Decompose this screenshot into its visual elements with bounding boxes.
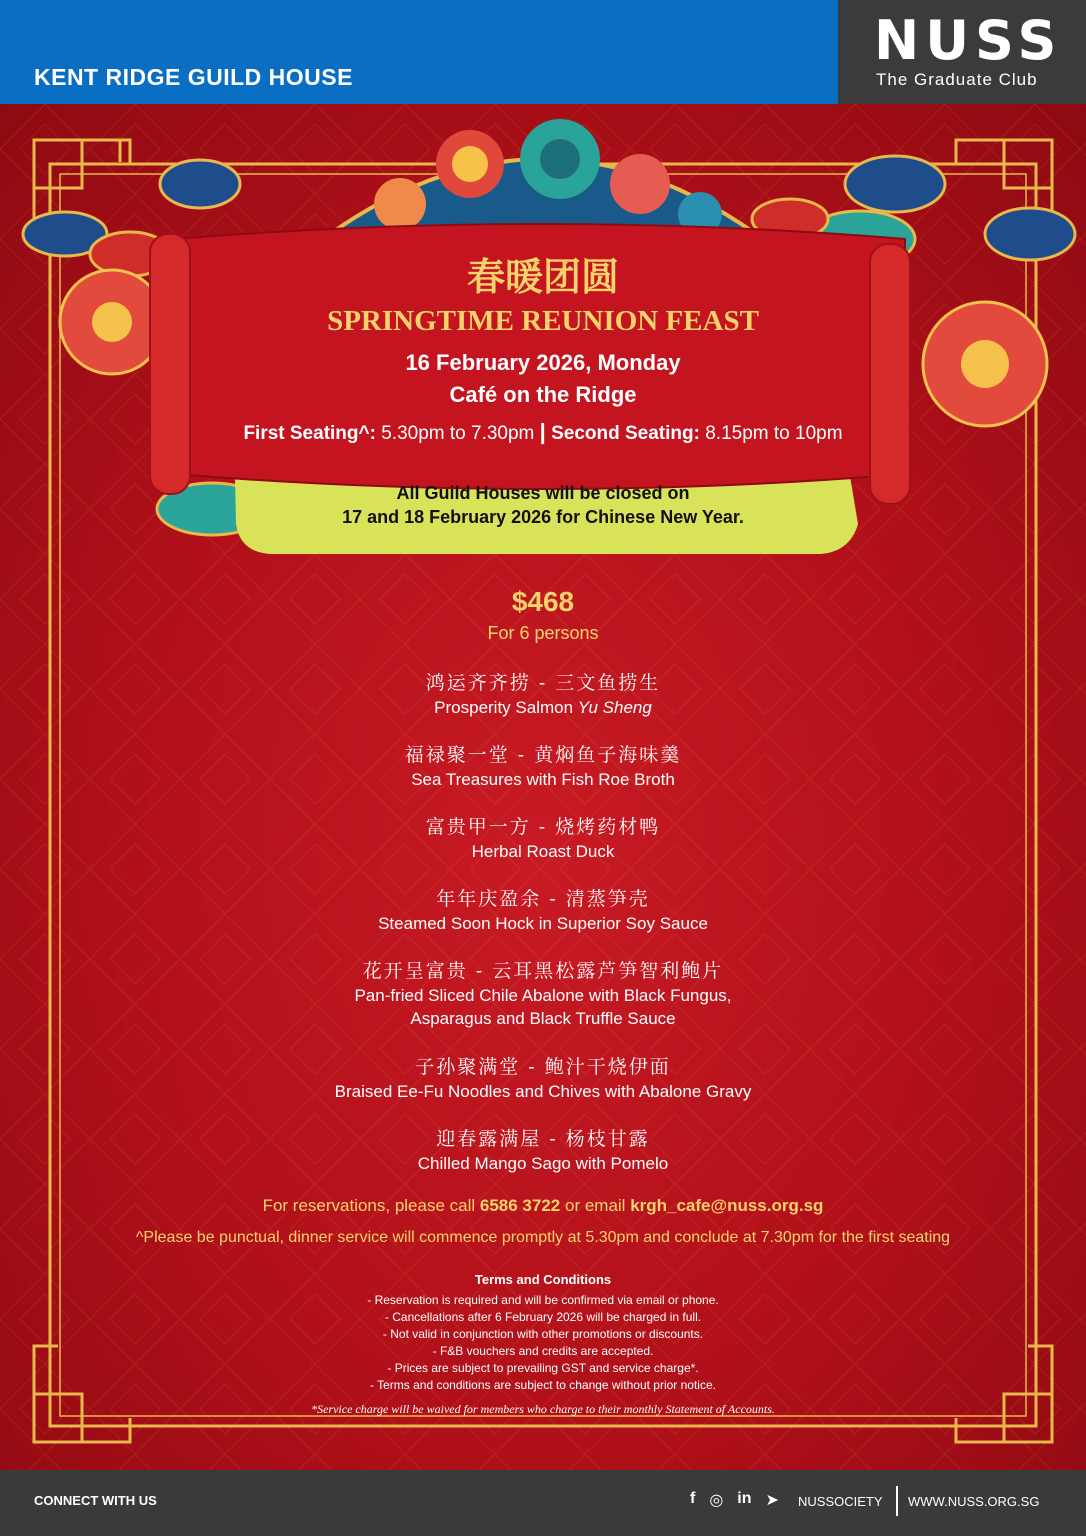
dish-english-name: Pan-fried Sliced Chile Abalone with Black Fungus, xyxy=(354,986,732,1005)
second-seating-label: Second Seating: xyxy=(551,423,700,444)
closure-notice xyxy=(0,481,1086,529)
dish-english-name: Herbal Roast Duck xyxy=(471,842,615,861)
reservation-prefix: For reservations, please call xyxy=(262,1196,480,1215)
footer-divider xyxy=(896,1486,898,1516)
terms-item: - Cancellations after 6 February 2026 will be charged in full. xyxy=(384,1310,702,1324)
first-seating-time: 5.30pm to 7.30pm xyxy=(381,423,535,444)
terms-item: - Not valid in conjunction with other promotions or discounts. xyxy=(382,1327,704,1341)
dish-item xyxy=(0,1052,1086,1102)
dish-item xyxy=(0,740,1086,790)
service-charge-note: *Service charge will be waived for members who charge to their monthly Statement of Accounts. xyxy=(311,1402,775,1416)
dish-item xyxy=(0,668,1086,718)
reservation-middle: or email xyxy=(560,1196,631,1215)
dish-chinese-name: 年年庆盈余 - 清蒸笋壳 xyxy=(436,888,650,910)
header-venue-bar xyxy=(0,0,838,104)
linkedin-icon[interactable]: in xyxy=(737,1490,752,1507)
terms-heading: Terms and Conditions xyxy=(474,1272,612,1287)
social-icons xyxy=(690,1490,779,1510)
brand-tagline: The Graduate Club xyxy=(876,70,1038,89)
terms-item: - F&B vouchers and credits are accepted. xyxy=(432,1344,654,1358)
chinese-title: 春暖团圆 xyxy=(466,254,619,299)
instagram-icon[interactable]: ◎ xyxy=(709,1492,724,1509)
dish-english-name: Sea Treasures with Fish Roe Broth xyxy=(411,770,675,789)
dish-item xyxy=(0,1124,1086,1174)
menu-price: $468 xyxy=(511,586,575,617)
event-date: 16 February 2026, Monday xyxy=(405,350,681,375)
first-seating-label: First Seating^: xyxy=(243,423,376,444)
closure-line-2: 17 and 18 February 2026 for Chinese New Year. xyxy=(342,507,744,527)
terms-item: - Terms and conditions are subject to change without prior notice. xyxy=(370,1378,716,1392)
reservation-phone[interactable]: 6586 3722 xyxy=(479,1196,561,1215)
event-venue: Café on the Ridge xyxy=(449,382,637,407)
terms-item: - Prices are subject to prevailing GST and service charge*. xyxy=(387,1361,699,1375)
dish-item xyxy=(0,884,1086,934)
brand-name: NUSS xyxy=(874,9,1063,72)
dish-chinese-name: 花开呈富贵 - 云耳黑松露芦笋智利鲍片 xyxy=(362,960,724,982)
dish-item xyxy=(0,956,1086,1029)
dish-english-name: Braised Ee-Fu Noodles and Chives with Abalone Gravy xyxy=(334,1082,752,1101)
dish-chinese-name: 迎春露满屋 - 杨枝甘露 xyxy=(436,1128,650,1150)
terms-list xyxy=(0,1292,1086,1394)
dish-english-name: Prosperity Salmon Yu Sheng xyxy=(434,698,652,717)
punctuality-note: ^Please be punctual, dinner service will commence promptly at 5.30pm and conclude at 7.30pm for the first seating xyxy=(135,1229,951,1246)
dish-chinese-name: 福禄聚一堂 - 黄焖鱼子海味羹 xyxy=(404,744,682,766)
terms-item: - Reservation is required and will be confirmed via email or phone. xyxy=(367,1293,719,1307)
dish-chinese-name: 子孙聚满堂 - 鲍汁干烧伊面 xyxy=(415,1056,671,1078)
connect-label: CONNECT WITH US xyxy=(34,1493,157,1508)
dish-english-name-cont: Asparagus and Black Truffle Sauce xyxy=(410,1009,676,1028)
menu-persons: For 6 persons xyxy=(487,623,599,643)
telegram-icon[interactable]: ➤ xyxy=(765,1492,779,1509)
brand-logo[interactable] xyxy=(838,0,1086,104)
social-handle[interactable]: NUSSOCIETY xyxy=(798,1494,883,1509)
reservation-info xyxy=(0,1196,1086,1216)
venue-name: KENT RIDGE GUILD HOUSE xyxy=(34,64,353,90)
footer xyxy=(0,1470,1086,1536)
reservation-email[interactable]: krgh_cafe@nuss.org.sg xyxy=(630,1196,824,1215)
event-title: SPRINGTIME REUNION FEAST xyxy=(327,305,759,337)
dish-english-name: Chilled Mango Sago with Pomelo xyxy=(417,1154,669,1173)
seating-times xyxy=(0,419,1086,445)
dish-chinese-name: 富贵甲一方 - 烧烤药材鸭 xyxy=(425,816,661,838)
closure-line-1: All Guild Houses will be closed on xyxy=(396,483,690,503)
dish-chinese-name: 鸿运齐齐捞 - 三文鱼捞生 xyxy=(425,672,661,694)
dish-item xyxy=(0,812,1086,862)
seating-separator: | xyxy=(539,419,546,444)
second-seating-time: 8.15pm to 10pm xyxy=(705,423,843,444)
website-link[interactable]: WWW.NUSS.ORG.SG xyxy=(908,1494,1040,1509)
facebook-icon[interactable]: f xyxy=(690,1490,696,1507)
dish-english-name: Steamed Soon Hock in Superior Soy Sauce xyxy=(378,914,708,933)
